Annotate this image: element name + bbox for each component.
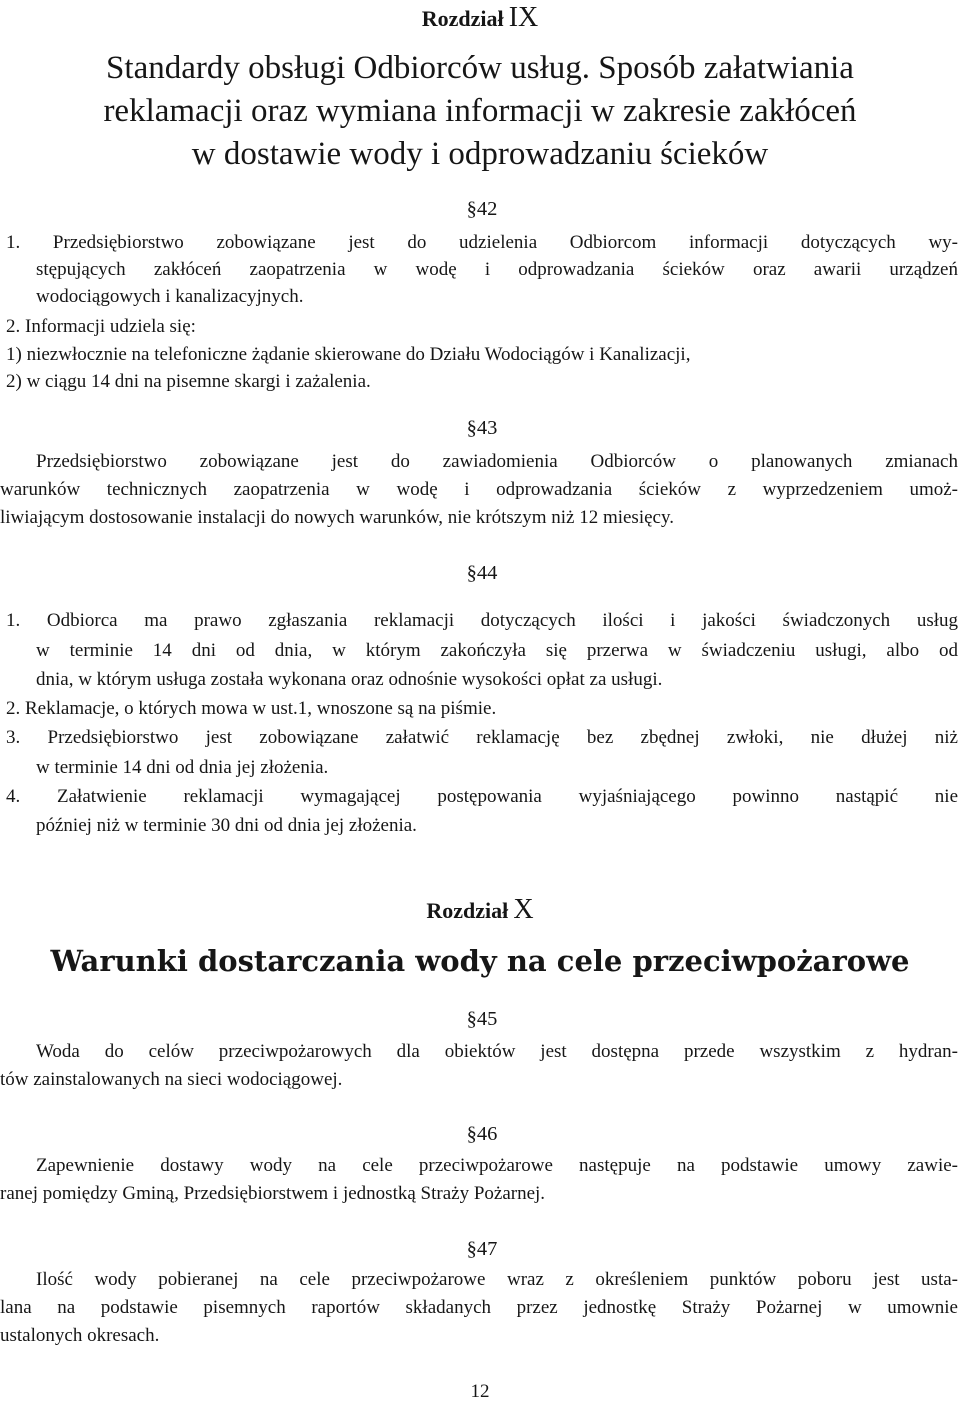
chapter-number: IX <box>508 2 539 33</box>
chapter-title-line: Standardy obsługi Odbiorców usług. Sposób załatwiania <box>106 50 854 86</box>
chapter-label: Rozdział <box>426 898 509 923</box>
paragraph-line: Ilość wody pobieranej na cele przeciwpożarowe wraz z określeniem punktów poboru jest usta- <box>36 1269 958 1290</box>
chapter-heading <box>0 2 960 34</box>
list-item: 2. Informacji udziela się: <box>6 316 196 337</box>
paragraph-line: tów zainstalowanych na sieci wodociągowej. <box>0 1069 343 1090</box>
list-item: 4. Załatwienie reklamacji wymagającej postępowania wyjaśniającego powinno nastąpić nie <box>6 786 958 807</box>
section-heading: §42 <box>466 198 498 220</box>
list-item: 2) w ciągu 14 dni na pisemne skargi i zażalenia. <box>6 371 371 392</box>
paragraph-line: Przedsiębiorstwo zobowiązane jest do zawiadomienia Odbiorców o planowanych zmianach <box>36 451 958 472</box>
paragraph-line: lana na podstawie pisemnych raportów składanych przez jednostkę Straży Pożarnej w umownie <box>0 1297 958 1318</box>
section-heading: §44 <box>466 562 498 584</box>
section-heading: §47 <box>466 1238 498 1260</box>
paragraph-line: Woda do celów przeciwpożarowych dla obiektów jest dostępna przede wszystkim z hydran- <box>36 1041 958 1062</box>
paragraph-line: wodociągowych i kanalizacyjnych. <box>36 286 304 307</box>
paragraph-line: Zapewnienie dostawy wody na cele przeciwpożarowe następuje na podstawie umowy zawie- <box>36 1155 958 1176</box>
paragraph-line: w terminie 14 dni od dnia jej złożenia. <box>36 757 329 778</box>
paragraph-line: w terminie 14 dni od dnia, w którym zakończyła się przerwa w świadczeniu usługi, albo od <box>36 640 958 661</box>
paragraph-line: warunków technicznych zaopatrzenia w wodę i odprowadzania ścieków z wyprzedzeniem umoż- <box>0 479 958 500</box>
list-item: 2. Reklamacje, o których mowa w ust.1, wnoszone są na piśmie. <box>6 698 497 719</box>
chapter-label: Rozdział <box>421 6 504 31</box>
paragraph-line: później niż w terminie 30 dni od dnia jej złożenia. <box>36 815 417 836</box>
section-heading: §45 <box>466 1008 498 1030</box>
paragraph-line: liwiającym dostosowanie instalacji do nowych warunków, nie krótszym niż 12 miesięcy. <box>0 507 674 528</box>
paragraph-line: stępujących zakłóceń zaopatrzenia w wodę i odprowadzania ścieków oraz awarii urządzeń <box>36 259 958 280</box>
section-heading: §46 <box>466 1123 498 1145</box>
list-item: 1. Odbiorca ma prawo zgłaszania reklamacji dotyczących ilości i jakości świadczonych usług <box>6 610 958 631</box>
paragraph-line: ustalonych okresach. <box>0 1325 160 1346</box>
chapter-title-line: reklamacji oraz wymiana informacji w zakresie zakłóceń <box>103 93 857 129</box>
paragraph-line: 1. Przedsiębiorstwo zobowiązane jest do udzielenia Odbiorcom informacji dotyczących wy- <box>6 232 958 253</box>
section-heading: §43 <box>466 417 498 439</box>
chapter-heading <box>0 894 960 926</box>
list-item: 3. Przedsiębiorstwo jest zobowiązane załatwić reklamację bez zbędnej zwłoki, nie dłużej niż <box>6 727 958 748</box>
list-item: 1) niezwłocznie na telefoniczne żądanie skierowane do Działu Wodociągów i Kanalizacji, <box>6 344 691 365</box>
paragraph-line: dnia, w którym usługa została wykonana oraz odnośnie wysokości opłat za usługi. <box>36 669 663 690</box>
chapter-number: X <box>513 894 534 925</box>
chapter-title-line: w dostawie wody i odprowadzaniu ścieków <box>191 136 769 172</box>
paragraph-line: ranej pomiędzy Gminą, Przedsiębiorstwem i jednostką Straży Pożarnej. <box>0 1183 546 1204</box>
chapter-title: Warunki dostarczania wody na cele przeciwpożarowe <box>50 944 910 978</box>
page-number: 12 <box>470 1381 490 1402</box>
